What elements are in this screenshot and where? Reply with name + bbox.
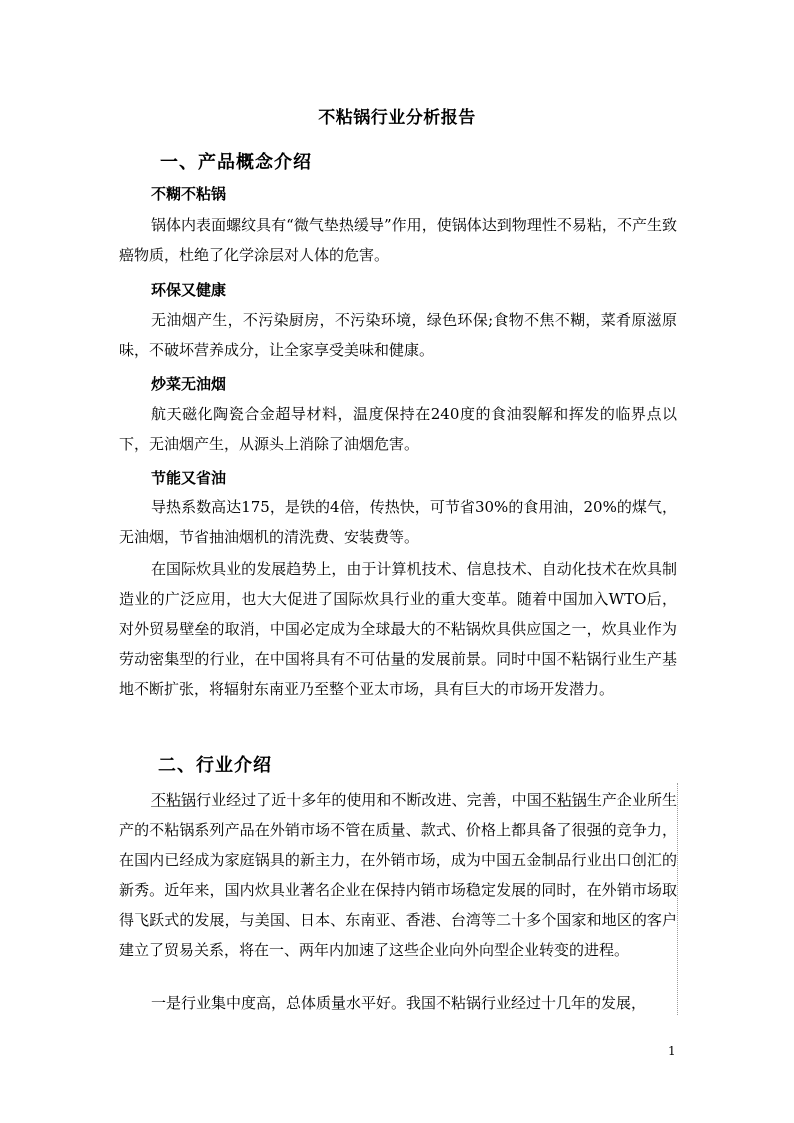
section-heading-product-concept: 一、产品概念介绍 — [160, 152, 312, 173]
paragraph-energy-saving: 导热系数高达175，是铁的4倍，传热快，可节省30%的食用油，20%的煤气，无油烟，节省抽油烟机的清洗费、安装费等。 — [119, 498, 677, 546]
paragraph-text: 生产企业所生产的不粘锅系列产品在外销市场不管在质量、款式、价格上都具备了很强的竞争力，在国内已经成为家庭锅具的新主力，在外销市场，成为中国五金制品行业出口创汇的新秀。近年来，国内炊具业著名企业在保持内销市场稳定发展的同时，在外销市场取得飞跃式的发展，与美国、日本、东南亚、香港、台湾等二十多个国家和地区的客户建立了贸易关系，将在一、两年内加速了这些企业向外向型企业转变的进程。 — [119, 791, 677, 959]
paragraph-industry-trend: 在国际炊具业的发展趋势上，由于计算机技术、信息技术、自动化技术在炊具制造业的广泛应用，也大大促进了国际炊具行业的重大变革。随着中国加入WTO后，对外贸易壁垒的取消，中国必定成为全球最大的不粘锅炊具供应国之一，炊具业作为劳动密集型的行业，在中国将具有不可估量的发展前景。同时中国不粘锅行业生产基地不断扩张，将辐射东南亚乃至整个亚太市场，具有巨大的市场开发潜力。 — [119, 560, 677, 698]
paragraph-eco-health: 无油烟产生，不污染厨房，不污染环境，绿色环保;食物不焦不糊，菜肴原滋原味，不破坏营养成分，让全家享受美味和健康。 — [119, 311, 677, 359]
page-number: 1 — [668, 1044, 676, 1058]
paragraph-no-smoke: 航天磁化陶瓷合金超导材料，温度保持在240度的食油裂解和挥发的临界点以下，无油烟产生，从源头上消除了油烟危害。 — [119, 405, 677, 453]
subheading-non-stick: 不糊不粘锅 — [151, 185, 227, 203]
subheading-no-smoke: 炒菜无油烟 — [151, 375, 227, 393]
subheading-eco-health: 环保又健康 — [151, 281, 227, 299]
paragraph-non-stick: 锅体内表面螺纹具有“微气垫热缓导”作用，使锅体达到物理性不易粘，不产生致癌物质，杜绝了化学涂层对人体的危害。 — [119, 216, 677, 264]
keyword-link[interactable]: 不粘锅 — [541, 791, 587, 809]
paragraph-text: 行业经过了近十多年的使用和不断改进、完善，中国 — [196, 791, 542, 809]
paragraph-industry-intro — [119, 785, 677, 965]
section-heading-industry-intro: 二、行业介绍 — [158, 755, 272, 776]
subheading-energy-saving: 节能又省油 — [151, 469, 227, 487]
paragraph-industry-concentration: 一是行业集中度高，总体质量水平好。我国不粘锅行业经过十几年的发展， — [151, 994, 647, 1012]
document-title: 不粘锅行业分析报告 — [318, 108, 476, 128]
keyword-link[interactable]: 不粘锅 — [151, 791, 197, 809]
